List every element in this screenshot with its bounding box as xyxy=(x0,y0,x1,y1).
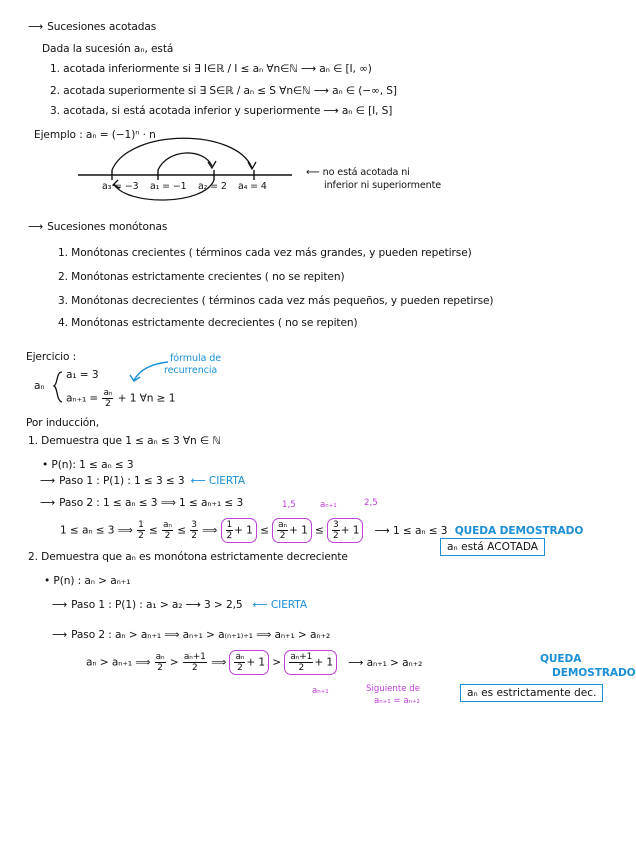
top-label-2-5: 2,5 xyxy=(364,498,378,508)
part2-pn: • P(n) : aₙ > aₙ₊₁ xyxy=(44,575,131,587)
formula-note-1: fórmula de xyxy=(170,353,222,364)
part2-paso1: ⟶ Paso 1 : P(1) : a₁ > a₂ ⟶ 3 > 2,5 ⟵ CIERTA xyxy=(52,599,307,611)
circled-left: $\frac{\text{aₙ}}{2}$ + 1 xyxy=(229,650,269,675)
circled-upper: $\frac{3}{2}$ + 1 xyxy=(327,518,363,543)
numberline-note-1: ⟵ no está acotada ni xyxy=(306,167,410,178)
monotona-item-3: 3. Monótonas decrecientes ( términos cada vez más pequeños, y pueden repetirse) xyxy=(58,295,494,307)
label-a4: a₄ = 4 xyxy=(238,181,267,192)
label-siguiente: Siguiente de xyxy=(366,684,420,694)
recurrence-formula: aₙ₊₁ = $\frac{\text{aₙ}}{2}$ + 1 ∀n ≥ 1 xyxy=(66,388,176,409)
heading-acotadas: ⟶ Sucesiones acotadas xyxy=(28,21,157,33)
queda-demostrado-2b: DEMOSTRADO xyxy=(552,667,636,679)
label-a2: a₂ = 2 xyxy=(198,181,227,192)
induccion-line: Por inducción, xyxy=(26,417,100,429)
part1-title: 1. Demuestra que 1 ≤ aₙ ≤ 3 ∀n ∈ ℕ xyxy=(28,435,221,447)
queda-demostrado-2a: QUEDA xyxy=(540,653,582,665)
monotona-item-1: 1. Monótonas crecientes ( términos cada vez más grandes, y pueden repetirse) xyxy=(58,247,472,259)
ejercicio-label: Ejercicio : xyxy=(26,351,77,363)
circled-lower: $\frac{1}{2}$ + 1 xyxy=(221,518,257,543)
part2-paso2: ⟶ Paso 2 : aₙ > aₙ₊₁ ⟹ aₙ₊₁ > a₍ₙ₊₁₎₊₁ ⟹ aₙ₊₁ > aₙ₊₂ xyxy=(52,629,331,641)
decreciente-box: aₙ es estrictamente dec. xyxy=(460,684,603,702)
part2-chain: aₙ > aₙ₊₁ ⟹ $\frac{\text{aₙ}}{2}$ > $\frac{\text{aₙ+1}}{2}$ ⟹ $\frac{\text{aₙ}}{2}$ + 1 > $\frac{\text{aₙ+1}}{2}$ + 1 ⟶ aₙ₊₁ > aₙ₊₂ xyxy=(86,652,423,673)
acotada-box: aₙ está ACOTADA xyxy=(440,538,545,556)
top-label-1-5: 1,5 xyxy=(282,500,296,510)
circled-middle: $\frac{\text{aₙ}}{2}$ + 1 xyxy=(272,518,312,543)
part2-title: 2. Demuestra que aₙ es monótona estrictamente decreciente xyxy=(28,551,348,563)
recurrence-fraction: $\frac{\text{aₙ}}{2}$ xyxy=(103,388,113,409)
intro-line: Dada la sucesión aₙ, está xyxy=(42,43,174,55)
monotona-item-2: 2. Monótonas estrictamente crecientes ( no se repiten) xyxy=(58,271,345,283)
queda-demostrado-1: QUEDA DEMOSTRADO xyxy=(454,524,584,537)
acotada-item-3: 3. acotada, si está acotada inferior y superiormente ⟶ aₙ ∈ [I, S] xyxy=(50,105,393,117)
arc-outer xyxy=(112,138,252,170)
label-siguiente-eq: aₙ₊₁ = aₙ₊₂ xyxy=(374,696,421,706)
acotada-item-2: 2. acotada superiormente si ∃ S∈ℝ / aₙ ≤ S ∀n∈ℕ ⟶ aₙ ∈ (−∞, S] xyxy=(50,85,397,97)
brace-icon xyxy=(54,372,62,402)
sequence-name: aₙ xyxy=(34,380,45,392)
initial-term: a₁ = 3 xyxy=(66,369,99,381)
part1-chain: 1 ≤ aₙ ≤ 3 ⟹ $\frac{1}{2}$ ≤ $\frac{\text{aₙ}}{2}$ ≤ $\frac{3}{2}$ ⟹ $\frac{1}{2}$ + 1 ≤ $\frac{\text{aₙ}}{2}$ + 1 ≤ $\frac{3}{2}$ + 1 ⟶ 1 ≤ aₙ ≤ 3 QUEDA DEMOSTRADO xyxy=(60,520,584,541)
arrowhead-outer xyxy=(248,162,256,169)
example-line: Ejemplo : aₙ = (−1)ⁿ · n xyxy=(34,129,156,141)
part1-paso2: ⟶ Paso 2 : 1 ≤ aₙ ≤ 3 ⟹ 1 ≤ aₙ₊₁ ≤ 3 xyxy=(40,497,244,509)
heading-monotonas: ⟶ Sucesiones monótonas xyxy=(28,221,168,233)
label-an1: aₙ₊₁ xyxy=(312,686,329,696)
part1-paso1: ⟶ Paso 1 : P(1) : 1 ≤ 3 ≤ 3 ⟵ CIERTA xyxy=(40,475,246,487)
arc-inner xyxy=(158,153,212,170)
label-a3: a₃ = −3 xyxy=(102,181,139,192)
numberline-note-2: inferior ni superiormente xyxy=(324,180,442,191)
monotona-item-4: 4. Monótonas estrictamente decrecientes ( no se repiten) xyxy=(58,317,358,329)
part1-pn: • P(n): 1 ≤ aₙ ≤ 3 xyxy=(42,459,134,471)
label-a1: a₁ = −1 xyxy=(150,181,187,192)
top-label-an1: aₙ₊₁ xyxy=(320,500,337,510)
formula-note-2: recurrencia xyxy=(164,365,218,376)
acotada-item-1: 1. acotada inferiormente si ∃ I∈ℝ / I ≤ aₙ ∀n∈ℕ ⟶ aₙ ∈ [I, ∞) xyxy=(50,63,372,75)
circled-right: $\frac{\text{aₙ+1}}{2}$ + 1 xyxy=(284,650,337,675)
